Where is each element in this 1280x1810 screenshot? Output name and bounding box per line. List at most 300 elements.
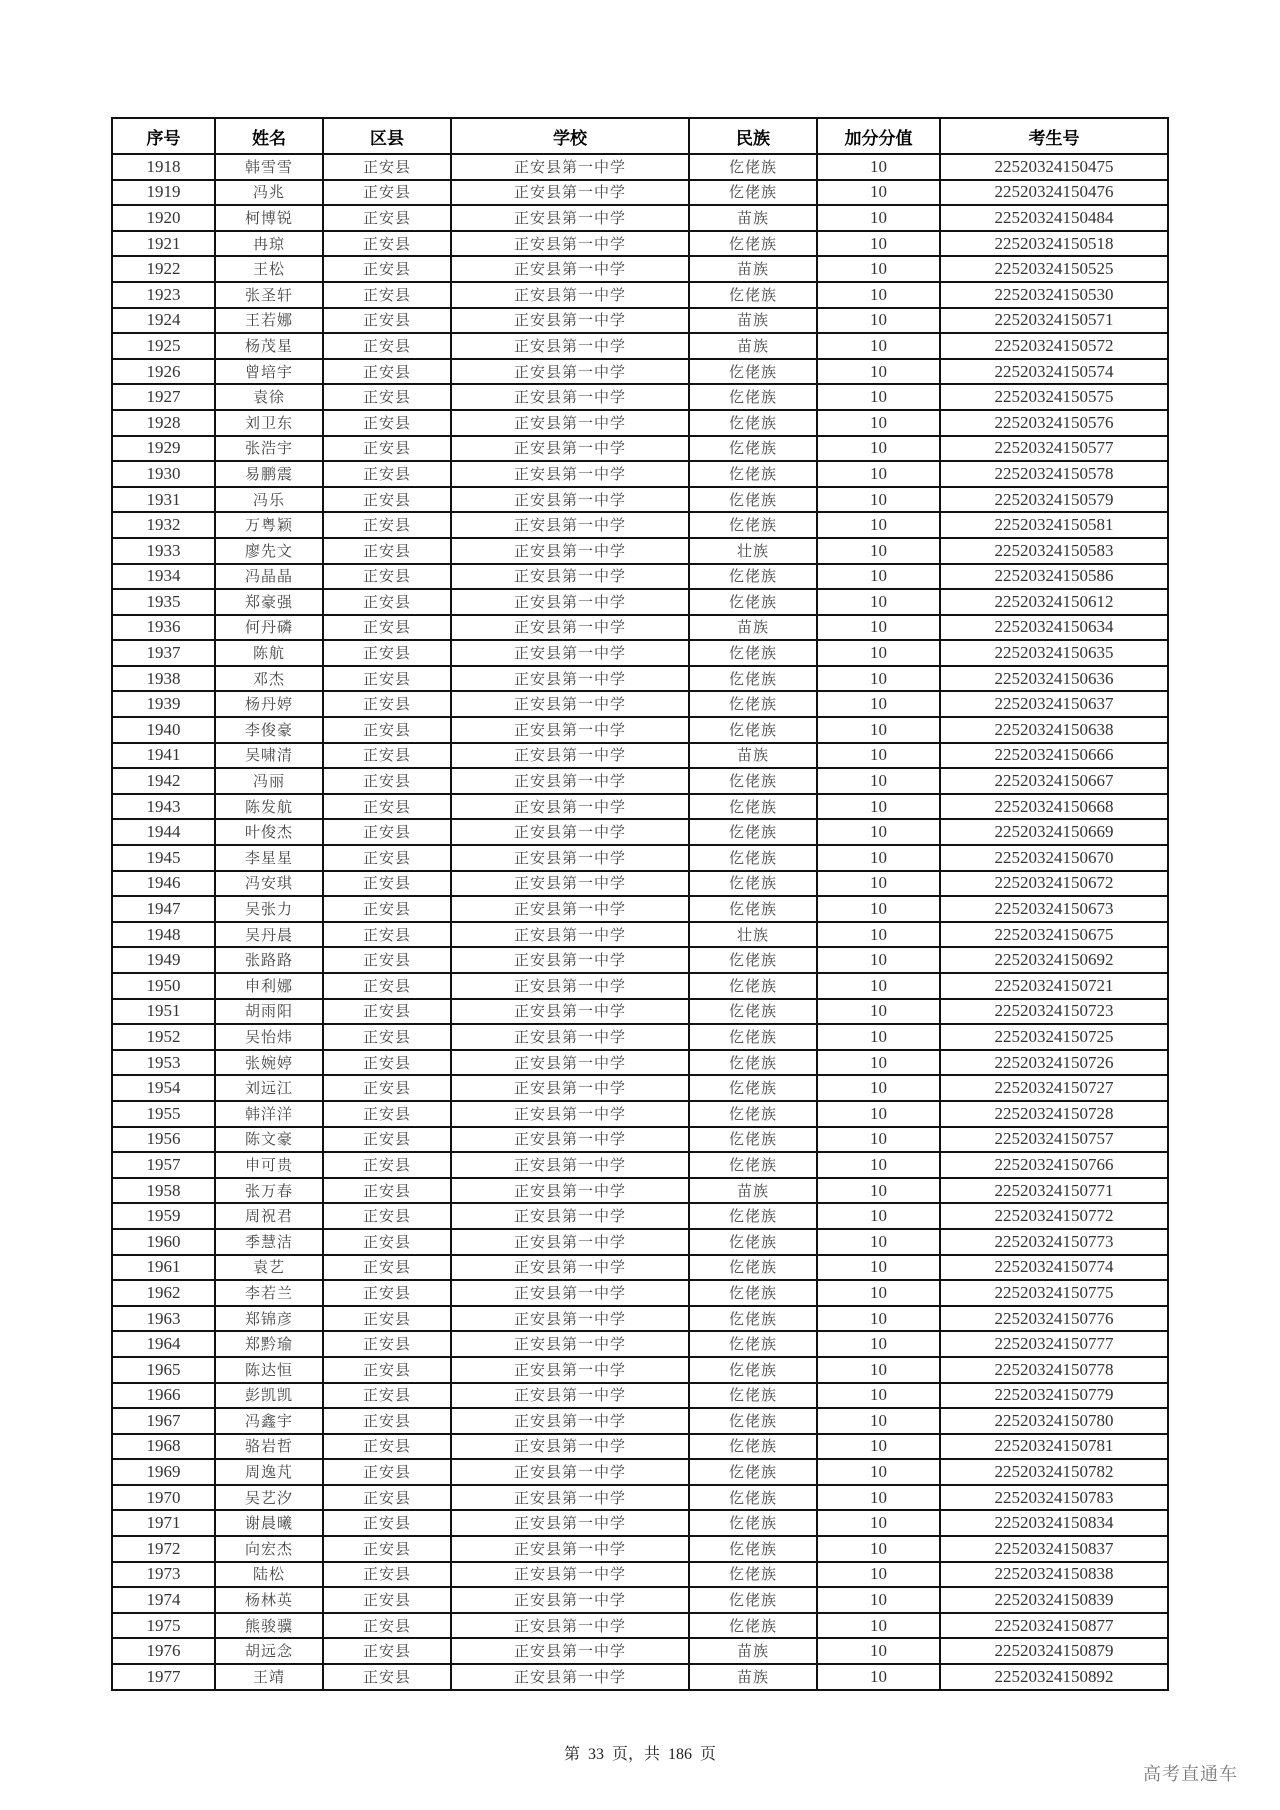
cell-district: 正安县 (323, 1536, 451, 1562)
table-row (112, 896, 1168, 922)
cell-index: 1958 (112, 1178, 215, 1204)
cell-bonus-points: 10 (817, 180, 940, 206)
cell-index: 1948 (112, 922, 215, 948)
cell-exam-id: 22520324150668 (940, 794, 1168, 820)
cell-district: 正安县 (323, 1306, 451, 1332)
cell-ethnicity: 仡佬族 (689, 1306, 817, 1332)
cell-bonus-points: 10 (817, 589, 940, 615)
cell-district: 正安县 (323, 1075, 451, 1101)
cell-name: 陈达恒 (215, 1357, 323, 1383)
cell-bonus-points: 10 (817, 1050, 940, 1076)
cell-name: 万粤颖 (215, 512, 323, 538)
cell-school: 正安县第一中学 (451, 282, 689, 308)
table-row (112, 1562, 1168, 1588)
table-row (112, 743, 1168, 769)
cell-index: 1962 (112, 1280, 215, 1306)
cell-name: 袁艺 (215, 1255, 323, 1281)
cell-district: 正安县 (323, 538, 451, 564)
cell-bonus-points: 10 (817, 973, 940, 999)
cell-ethnicity: 苗族 (689, 256, 817, 282)
cell-index: 1940 (112, 717, 215, 743)
cell-name: 李若兰 (215, 1280, 323, 1306)
table-row (112, 922, 1168, 948)
cell-school: 正安县第一中学 (451, 436, 689, 462)
cell-bonus-points: 10 (817, 1127, 940, 1153)
cell-name: 骆岩哲 (215, 1434, 323, 1460)
cell-index: 1930 (112, 461, 215, 487)
cell-index: 1976 (112, 1638, 215, 1664)
cell-district: 正安县 (323, 512, 451, 538)
cell-ethnicity: 仡佬族 (689, 640, 817, 666)
cell-index: 1918 (112, 154, 215, 180)
cell-district: 正安县 (323, 922, 451, 948)
cell-index: 1955 (112, 1101, 215, 1127)
cell-index: 1941 (112, 743, 215, 769)
cell-district: 正安县 (323, 1485, 451, 1511)
cell-name: 冯乐 (215, 487, 323, 513)
cell-name: 张路路 (215, 947, 323, 973)
cell-exam-id: 22520324150783 (940, 1485, 1168, 1511)
cell-district: 正安县 (323, 947, 451, 973)
cell-school: 正安县第一中学 (451, 871, 689, 897)
cell-ethnicity: 仡佬族 (689, 410, 817, 436)
cell-ethnicity: 仡佬族 (689, 1383, 817, 1409)
cell-district: 正安县 (323, 743, 451, 769)
cell-bonus-points: 10 (817, 845, 940, 871)
cell-name: 向宏杰 (215, 1536, 323, 1562)
cell-index: 1937 (112, 640, 215, 666)
cell-district: 正安县 (323, 666, 451, 692)
cell-index: 1942 (112, 768, 215, 794)
cell-ethnicity: 仡佬族 (689, 1408, 817, 1434)
cell-name: 郑豪强 (215, 589, 323, 615)
cell-index: 1970 (112, 1485, 215, 1511)
cell-name: 胡远念 (215, 1638, 323, 1664)
cell-district: 正安县 (323, 308, 451, 334)
cell-school: 正安县第一中学 (451, 231, 689, 257)
cell-name: 申利娜 (215, 973, 323, 999)
cell-school: 正安县第一中学 (451, 691, 689, 717)
cell-ethnicity: 苗族 (689, 1178, 817, 1204)
table-row (112, 410, 1168, 436)
cell-ethnicity: 仡佬族 (689, 1357, 817, 1383)
cell-school: 正安县第一中学 (451, 1178, 689, 1204)
table-row (112, 1101, 1168, 1127)
cell-name: 吴张力 (215, 896, 323, 922)
cell-district: 正安县 (323, 384, 451, 410)
table-row (112, 461, 1168, 487)
cell-school: 正安县第一中学 (451, 999, 689, 1025)
cell-exam-id: 22520324150780 (940, 1408, 1168, 1434)
cell-name: 李星星 (215, 845, 323, 871)
cell-ethnicity: 仡佬族 (689, 871, 817, 897)
cell-bonus-points: 10 (817, 1434, 940, 1460)
cell-exam-id: 22520324150723 (940, 999, 1168, 1025)
cell-exam-id: 22520324150530 (940, 282, 1168, 308)
cell-school: 正安县第一中学 (451, 947, 689, 973)
cell-exam-id: 22520324150782 (940, 1459, 1168, 1485)
cell-school: 正安县第一中学 (451, 1101, 689, 1127)
cell-name: 陈文豪 (215, 1127, 323, 1153)
cell-district: 正安县 (323, 1229, 451, 1255)
cell-index: 1954 (112, 1075, 215, 1101)
table-row (112, 512, 1168, 538)
table-row (112, 538, 1168, 564)
table-row (112, 1613, 1168, 1639)
cell-school: 正安县第一中学 (451, 1459, 689, 1485)
cell-index: 1953 (112, 1050, 215, 1076)
cell-bonus-points: 10 (817, 384, 940, 410)
cell-bonus-points: 10 (817, 1024, 940, 1050)
cell-ethnicity: 仡佬族 (689, 691, 817, 717)
cell-ethnicity: 仡佬族 (689, 487, 817, 513)
table-row (112, 666, 1168, 692)
cell-name: 冯鑫宇 (215, 1408, 323, 1434)
cell-bonus-points: 10 (817, 999, 940, 1025)
cell-ethnicity: 仡佬族 (689, 999, 817, 1025)
cell-district: 正安县 (323, 1510, 451, 1536)
cell-name: 吴怡炜 (215, 1024, 323, 1050)
cell-name: 冯丽 (215, 768, 323, 794)
cell-school: 正安县第一中学 (451, 1024, 689, 1050)
cell-bonus-points: 10 (817, 1178, 940, 1204)
cell-district: 正安县 (323, 231, 451, 257)
table-row (112, 333, 1168, 359)
table-row (112, 487, 1168, 513)
cell-ethnicity: 仡佬族 (689, 768, 817, 794)
cell-district: 正安县 (323, 410, 451, 436)
cell-ethnicity: 仡佬族 (689, 359, 817, 385)
cell-school: 正安县第一中学 (451, 384, 689, 410)
cell-index: 1943 (112, 794, 215, 820)
cell-ethnicity: 仡佬族 (689, 154, 817, 180)
cell-name: 柯博锐 (215, 205, 323, 231)
cell-ethnicity: 仡佬族 (689, 436, 817, 462)
cell-bonus-points: 10 (817, 359, 940, 385)
cell-school: 正安县第一中学 (451, 410, 689, 436)
cell-index: 1965 (112, 1357, 215, 1383)
cell-bonus-points: 10 (817, 1408, 940, 1434)
cell-exam-id: 22520324150583 (940, 538, 1168, 564)
cell-bonus-points: 10 (817, 436, 940, 462)
cell-name: 郑锦彦 (215, 1306, 323, 1332)
table-row (112, 973, 1168, 999)
table-row (112, 154, 1168, 180)
cell-school: 正安县第一中学 (451, 743, 689, 769)
cell-bonus-points: 10 (817, 487, 940, 513)
cell-name: 曾培宇 (215, 359, 323, 385)
cell-name: 易鹏震 (215, 461, 323, 487)
cell-bonus-points: 10 (817, 154, 940, 180)
table-row (112, 717, 1168, 743)
cell-name: 张万春 (215, 1178, 323, 1204)
cell-exam-id: 22520324150774 (940, 1255, 1168, 1281)
cell-bonus-points: 10 (817, 819, 940, 845)
cell-index: 1972 (112, 1536, 215, 1562)
cell-school: 正安县第一中学 (451, 333, 689, 359)
cell-index: 1938 (112, 666, 215, 692)
cell-school: 正安县第一中学 (451, 1127, 689, 1153)
cell-name: 季慧洁 (215, 1229, 323, 1255)
cell-index: 1975 (112, 1613, 215, 1639)
cell-ethnicity: 仡佬族 (689, 461, 817, 487)
cell-district: 正安县 (323, 564, 451, 590)
cell-index: 1966 (112, 1383, 215, 1409)
cell-name: 冯兆 (215, 180, 323, 206)
cell-school: 正安县第一中学 (451, 180, 689, 206)
cell-ethnicity: 仡佬族 (689, 1536, 817, 1562)
cell-bonus-points: 10 (817, 1331, 940, 1357)
cell-name: 冉琼 (215, 231, 323, 257)
cell-bonus-points: 10 (817, 1587, 940, 1613)
cell-district: 正安县 (323, 1408, 451, 1434)
table-row (112, 1229, 1168, 1255)
cell-name: 张圣轩 (215, 282, 323, 308)
header-bonus-points: 加分分值 (817, 118, 940, 154)
table-row (112, 282, 1168, 308)
cell-school: 正安县第一中学 (451, 1510, 689, 1536)
cell-school: 正安县第一中学 (451, 1613, 689, 1639)
cell-ethnicity: 仡佬族 (689, 1562, 817, 1588)
cell-ethnicity: 仡佬族 (689, 564, 817, 590)
cell-ethnicity: 仡佬族 (689, 947, 817, 973)
cell-exam-id: 22520324150771 (940, 1178, 1168, 1204)
cell-ethnicity: 仡佬族 (689, 717, 817, 743)
cell-bonus-points: 10 (817, 308, 940, 334)
cell-district: 正安县 (323, 871, 451, 897)
cell-school: 正安县第一中学 (451, 154, 689, 180)
cell-exam-id: 22520324150892 (940, 1664, 1168, 1690)
cell-school: 正安县第一中学 (451, 1152, 689, 1178)
cell-name: 杨茂星 (215, 333, 323, 359)
cell-bonus-points: 10 (817, 1357, 940, 1383)
cell-name: 刘远江 (215, 1075, 323, 1101)
table-row (112, 1255, 1168, 1281)
cell-name: 吴艺汐 (215, 1485, 323, 1511)
table-row (112, 1331, 1168, 1357)
cell-ethnicity: 仡佬族 (689, 384, 817, 410)
cell-ethnicity: 仡佬族 (689, 1587, 817, 1613)
cell-school: 正安县第一中学 (451, 461, 689, 487)
cell-index: 1964 (112, 1331, 215, 1357)
cell-bonus-points: 10 (817, 1459, 940, 1485)
table-row (112, 359, 1168, 385)
watermark-text: 高考直通车 (1143, 1764, 1238, 1785)
cell-school: 正安县第一中学 (451, 1203, 689, 1229)
cell-bonus-points: 10 (817, 743, 940, 769)
cell-ethnicity: 仡佬族 (689, 1024, 817, 1050)
table-row (112, 845, 1168, 871)
cell-exam-id: 22520324150726 (940, 1050, 1168, 1076)
cell-ethnicity: 苗族 (689, 333, 817, 359)
cell-index: 1939 (112, 691, 215, 717)
cell-name: 杨林英 (215, 1587, 323, 1613)
page-number: 第 33 页，共 186 页 (563, 1746, 716, 1763)
cell-ethnicity: 苗族 (689, 205, 817, 231)
cell-exam-id: 22520324150781 (940, 1434, 1168, 1460)
cell-ethnicity: 仡佬族 (689, 282, 817, 308)
cell-exam-id: 22520324150586 (940, 564, 1168, 590)
cell-district: 正安县 (323, 205, 451, 231)
cell-exam-id: 22520324150778 (940, 1357, 1168, 1383)
cell-district: 正安县 (323, 180, 451, 206)
table-row (112, 1050, 1168, 1076)
table-row (112, 999, 1168, 1025)
cell-bonus-points: 10 (817, 410, 940, 436)
cell-bonus-points: 10 (817, 615, 940, 641)
cell-ethnicity: 仡佬族 (689, 1152, 817, 1178)
cell-bonus-points: 10 (817, 1101, 940, 1127)
cell-exam-id: 22520324150773 (940, 1229, 1168, 1255)
cell-bonus-points: 10 (817, 666, 940, 692)
cell-exam-id: 22520324150721 (940, 973, 1168, 999)
cell-exam-id: 22520324150577 (940, 436, 1168, 462)
cell-district: 正安县 (323, 1331, 451, 1357)
cell-ethnicity: 仡佬族 (689, 1101, 817, 1127)
table-row (112, 947, 1168, 973)
cell-school: 正安县第一中学 (451, 308, 689, 334)
cell-district: 正安县 (323, 1152, 451, 1178)
table-row (112, 691, 1168, 717)
cell-exam-id: 22520324150834 (940, 1510, 1168, 1536)
cell-district: 正安县 (323, 1203, 451, 1229)
cell-district: 正安县 (323, 1434, 451, 1460)
cell-district: 正安县 (323, 640, 451, 666)
admission-bonus-table (111, 117, 1169, 1691)
cell-ethnicity: 苗族 (689, 1664, 817, 1690)
cell-school: 正安县第一中学 (451, 256, 689, 282)
cell-name: 王松 (215, 256, 323, 282)
cell-bonus-points: 10 (817, 1613, 940, 1639)
cell-ethnicity: 仡佬族 (689, 973, 817, 999)
table-row (112, 1152, 1168, 1178)
cell-ethnicity: 仡佬族 (689, 819, 817, 845)
cell-school: 正安县第一中学 (451, 1485, 689, 1511)
cell-ethnicity: 苗族 (689, 308, 817, 334)
cell-school: 正安县第一中学 (451, 1434, 689, 1460)
cell-index: 1919 (112, 180, 215, 206)
table-row (112, 1024, 1168, 1050)
table-row (112, 1510, 1168, 1536)
cell-ethnicity: 仡佬族 (689, 231, 817, 257)
cell-district: 正安县 (323, 999, 451, 1025)
cell-exam-id: 22520324150574 (940, 359, 1168, 385)
cell-ethnicity: 苗族 (689, 615, 817, 641)
cell-ethnicity: 仡佬族 (689, 845, 817, 871)
table-row (112, 1127, 1168, 1153)
cell-index: 1973 (112, 1562, 215, 1588)
cell-bonus-points: 10 (817, 1485, 940, 1511)
cell-bonus-points: 10 (817, 282, 940, 308)
cell-index: 1951 (112, 999, 215, 1025)
cell-index: 1932 (112, 512, 215, 538)
cell-name: 刘卫东 (215, 410, 323, 436)
cell-school: 正安县第一中学 (451, 1050, 689, 1076)
cell-name: 韩雪雪 (215, 154, 323, 180)
cell-name: 李俊豪 (215, 717, 323, 743)
cell-exam-id: 22520324150667 (940, 768, 1168, 794)
cell-index: 1936 (112, 615, 215, 641)
cell-exam-id: 22520324150837 (940, 1536, 1168, 1562)
cell-index: 1950 (112, 973, 215, 999)
cell-index: 1971 (112, 1510, 215, 1536)
cell-exam-id: 22520324150725 (940, 1024, 1168, 1050)
table-row (112, 1638, 1168, 1664)
cell-exam-id: 22520324150669 (940, 819, 1168, 845)
table-row (112, 436, 1168, 462)
cell-name: 熊骏骥 (215, 1613, 323, 1639)
cell-school: 正安县第一中学 (451, 1229, 689, 1255)
table-header-row (112, 118, 1168, 154)
cell-ethnicity: 仡佬族 (689, 1485, 817, 1511)
cell-district: 正安县 (323, 1613, 451, 1639)
cell-exam-id: 22520324150675 (940, 922, 1168, 948)
cell-exam-id: 22520324150518 (940, 231, 1168, 257)
table-row (112, 1587, 1168, 1613)
cell-district: 正安县 (323, 973, 451, 999)
cell-name: 冯晶晶 (215, 564, 323, 590)
cell-district: 正安县 (323, 1664, 451, 1690)
cell-exam-id: 22520324150877 (940, 1613, 1168, 1639)
cell-bonus-points: 10 (817, 947, 940, 973)
table-row (112, 1178, 1168, 1204)
cell-ethnicity: 仡佬族 (689, 1255, 817, 1281)
cell-school: 正安县第一中学 (451, 1383, 689, 1409)
cell-ethnicity: 仡佬族 (689, 1127, 817, 1153)
cell-ethnicity: 仡佬族 (689, 794, 817, 820)
cell-exam-id: 22520324150635 (940, 640, 1168, 666)
table-row (112, 308, 1168, 334)
table-row (112, 180, 1168, 206)
cell-index: 1920 (112, 205, 215, 231)
cell-school: 正安县第一中学 (451, 487, 689, 513)
cell-ethnicity: 苗族 (689, 743, 817, 769)
cell-school: 正安县第一中学 (451, 845, 689, 871)
cell-district: 正安县 (323, 1587, 451, 1613)
cell-index: 1949 (112, 947, 215, 973)
cell-bonus-points: 10 (817, 1562, 940, 1588)
cell-bonus-points: 10 (817, 717, 940, 743)
cell-index: 1952 (112, 1024, 215, 1050)
table-row (112, 819, 1168, 845)
table-row (112, 1203, 1168, 1229)
cell-district: 正安县 (323, 1127, 451, 1153)
table-row (112, 1664, 1168, 1690)
cell-bonus-points: 10 (817, 564, 940, 590)
cell-school: 正安县第一中学 (451, 819, 689, 845)
cell-school: 正安县第一中学 (451, 1587, 689, 1613)
cell-exam-id: 22520324150581 (940, 512, 1168, 538)
cell-exam-id: 22520324150525 (940, 256, 1168, 282)
cell-exam-id: 22520324150727 (940, 1075, 1168, 1101)
cell-district: 正安县 (323, 615, 451, 641)
cell-exam-id: 22520324150571 (940, 308, 1168, 334)
table-row (112, 1357, 1168, 1383)
cell-name: 何丹磷 (215, 615, 323, 641)
cell-exam-id: 22520324150476 (940, 180, 1168, 206)
cell-ethnicity: 苗族 (689, 1638, 817, 1664)
cell-index: 1977 (112, 1664, 215, 1690)
cell-district: 正安县 (323, 794, 451, 820)
cell-index: 1934 (112, 564, 215, 590)
cell-district: 正安县 (323, 1562, 451, 1588)
cell-ethnicity: 仡佬族 (689, 1280, 817, 1306)
cell-index: 1922 (112, 256, 215, 282)
cell-bonus-points: 10 (817, 768, 940, 794)
cell-name: 邓杰 (215, 666, 323, 692)
cell-name: 韩洋洋 (215, 1101, 323, 1127)
cell-index: 1921 (112, 231, 215, 257)
